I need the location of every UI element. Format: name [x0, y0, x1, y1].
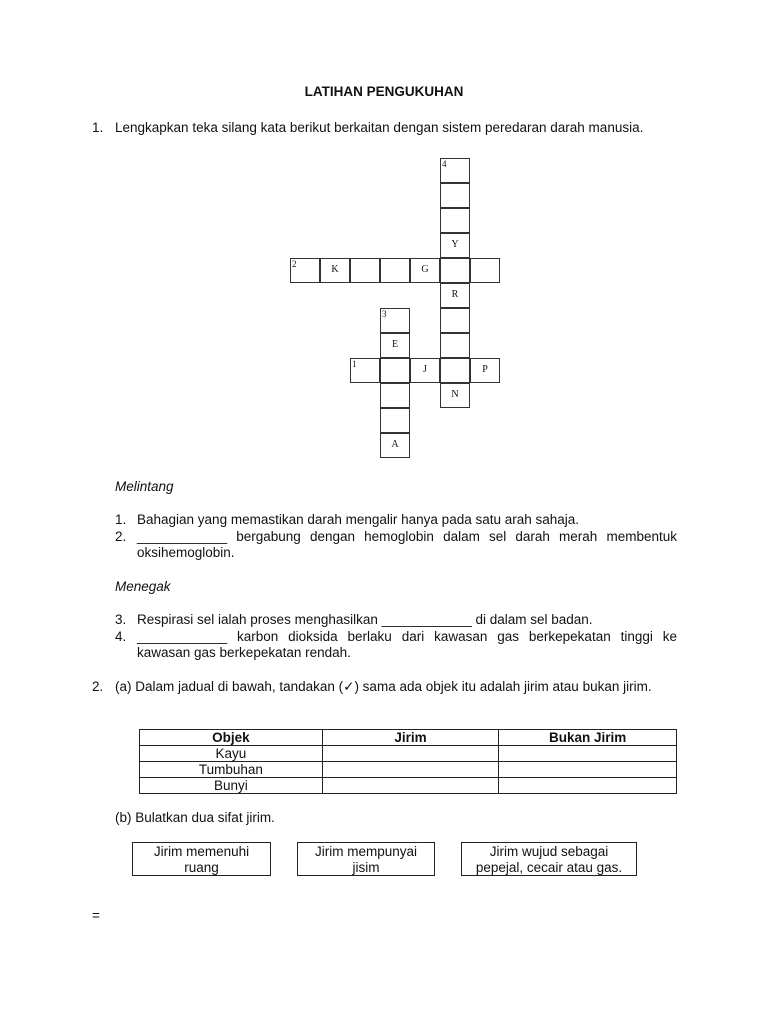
question-2-number: 2. [92, 679, 104, 694]
crossword-letter: P [482, 364, 488, 375]
option-line: Jirim mempunyai [314, 844, 418, 859]
crossword-cell[interactable] [440, 208, 470, 233]
clue-text: Respirasi sel ialah proses menghasilkan ____________ di dalam sel badan. [137, 612, 593, 627]
crossword-cell[interactable] [380, 333, 410, 358]
crossword-letter: A [391, 439, 399, 450]
table-row [140, 746, 677, 762]
crossword-cell[interactable] [290, 258, 320, 283]
crossword-cell[interactable] [470, 258, 500, 283]
clue-number-1: 1 [352, 359, 357, 369]
page-title: LATIHAN PENGUKUHAN [304, 84, 464, 99]
crossword-cell[interactable] [440, 283, 470, 308]
crossword-cell[interactable] [440, 158, 470, 183]
clue-number: 1. [115, 512, 127, 527]
bukan-jirim-answer-cell[interactable] [499, 778, 677, 794]
clue-text: ____________ karbon dioksida berlaku dari kawasan gas berkepekatan tinggi ke kawasan gas berkepekatan rendah. [137, 629, 677, 660]
crossword-cell[interactable] [380, 258, 410, 283]
crossword-cell[interactable] [470, 358, 500, 383]
column-header-objek: Objek [140, 730, 323, 746]
option-line: ruang [184, 860, 219, 875]
crossword-cell[interactable] [380, 408, 410, 433]
down-clue-3 [115, 612, 677, 628]
across-heading: Melintang [115, 479, 174, 494]
option-line: Jirim wujud sebagai [489, 844, 609, 859]
property-option-2[interactable] [297, 842, 435, 876]
crossword-letter: N [451, 389, 459, 400]
question-2b-instruction: (b) Bulatkan dua sifat jirim. [115, 810, 275, 825]
crossword-cell[interactable] [380, 433, 410, 458]
crossword-letter: K [331, 264, 339, 275]
crossword-grid [0, 0, 768, 470]
crossword-cell[interactable] [410, 358, 440, 383]
option-line: Jirim memenuhi [153, 844, 250, 859]
crossword-letter: J [423, 364, 427, 375]
down-clue-4 [115, 629, 677, 661]
object-name: Tumbuhan [140, 762, 323, 778]
crossword-letter: G [421, 264, 429, 275]
property-option-3[interactable] [461, 842, 637, 876]
across-clue-2 [115, 529, 677, 561]
matter-table [139, 729, 677, 794]
crossword-cell[interactable] [350, 258, 380, 283]
object-name: Bunyi [140, 778, 323, 794]
jirim-answer-cell[interactable] [322, 746, 499, 762]
crossword-letter: E [391, 339, 399, 350]
jirim-answer-cell[interactable] [322, 778, 499, 794]
column-header-bukan-jirim: Bukan Jirim [499, 730, 677, 746]
across-clue-1 [115, 512, 677, 528]
crossword-cell[interactable] [380, 308, 410, 333]
down-heading: Menegak [115, 579, 171, 594]
crossword-cell[interactable] [380, 358, 410, 383]
clue-number: 3. [115, 612, 127, 627]
option-line: jisim [352, 860, 380, 875]
option-line: pepejal, cecair atau gas. [475, 860, 623, 875]
table-row [140, 762, 677, 778]
crossword-cell[interactable] [440, 358, 470, 383]
crossword-cell[interactable] [440, 333, 470, 358]
table-row [140, 778, 677, 794]
column-header-jirim: Jirim [322, 730, 499, 746]
table-header-row [140, 730, 677, 746]
clue-number-4: 4 [442, 159, 447, 169]
question-2a-instruction: (a) Dalam jadual di bawah, tandakan (✓) sama ada objek itu adalah jirim atau bukan jirim. [115, 679, 652, 694]
crossword-cell[interactable] [410, 258, 440, 283]
object-name: Kayu [140, 746, 323, 762]
crossword-cell[interactable] [380, 383, 410, 408]
bukan-jirim-answer-cell[interactable] [499, 762, 677, 778]
question-1-instruction: Lengkapkan teka silang kata berikut berkaitan dengan sistem peredaran darah manusia. [115, 120, 644, 135]
clue-number: 2. [115, 529, 127, 544]
crossword-cell[interactable] [440, 383, 470, 408]
crossword-cell[interactable] [320, 258, 350, 283]
clue-text: Bahagian yang memastikan darah mengalir hanya pada satu arah sahaja. [137, 512, 580, 527]
crossword-cell[interactable] [440, 183, 470, 208]
crossword-cell[interactable] [440, 233, 470, 258]
clue-text: ____________ bergabung dengan hemoglobin dalam sel darah merah membentuk oksihemoglobin. [137, 529, 677, 560]
crossword-cell[interactable] [440, 308, 470, 333]
crossword-cell[interactable] [350, 358, 380, 383]
crossword-letter: R [451, 289, 459, 300]
clue-number: 4. [115, 629, 127, 644]
property-option-1[interactable] [132, 842, 271, 876]
footer-mark: = [92, 908, 100, 923]
crossword-cell[interactable] [440, 258, 470, 283]
bukan-jirim-answer-cell[interactable] [499, 746, 677, 762]
clue-number-2: 2 [292, 259, 297, 269]
jirim-answer-cell[interactable] [322, 762, 499, 778]
question-1-number: 1. [92, 120, 104, 135]
clue-number-3: 3 [382, 309, 387, 319]
crossword-letter: Y [451, 239, 459, 250]
